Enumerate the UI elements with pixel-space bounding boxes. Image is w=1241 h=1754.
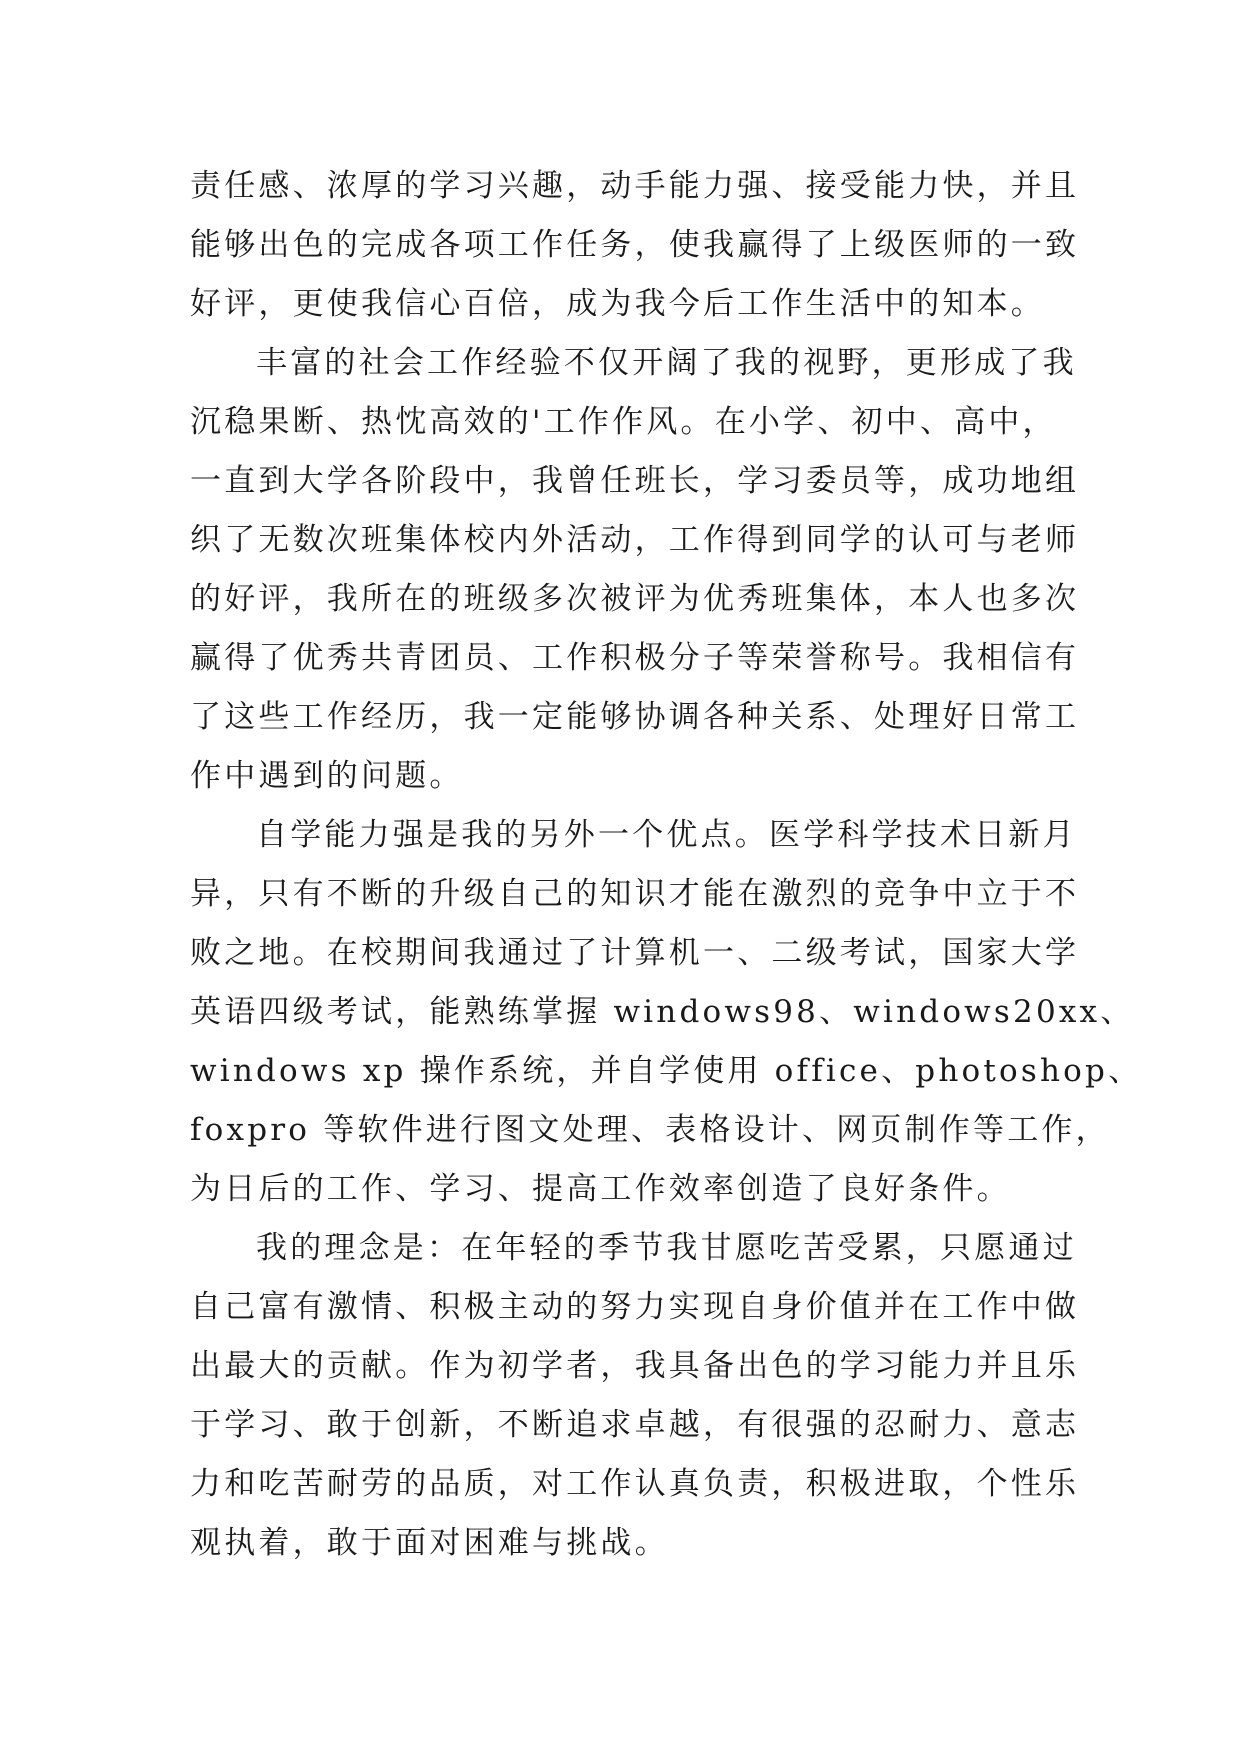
text-line: 好评，更使我信心百倍，成为我今后工作生活中的知本。 [190,286,1045,322]
paragraph-responsibility [190,157,1090,334]
text-line: windows xp 操作系统，并自学使用 office、photoshop、 [190,1053,1143,1089]
text-line: 力和吃苦耐劳的品质，对工作认真负责，积极进取，个性乐 [190,1466,1080,1502]
text-line: 丰富的社会工作经验不仅开阔了我的视野，更形成了我 [256,345,1077,381]
text-line: 赢得了优秀共青团员、工作积极分子等荣誉称号。我相信有 [190,640,1080,676]
text-line: 我的理念是：在年轻的季节我甘愿吃苦受累，只愿通过 [256,1230,1077,1266]
paragraph-self-learning [190,806,1143,1219]
text-line: 异，只有不断的升级自己的知识才能在激烈的竞争中立于不 [190,876,1080,912]
text-line: 出最大的贡献。作为初学者，我具备出色的学习能力并且乐 [190,1348,1080,1384]
text-line: 的好评，我所在的班级多次被评为优秀班集体，本人也多次 [190,581,1080,617]
text-line: 沉稳果断、热忱高效的'工作作风。在小学、初中、高中， [190,404,1057,440]
paragraph-philosophy [190,1219,1090,1573]
text-line: 自己富有激情、积极主动的努力实现自身价值并在工作中做 [190,1289,1080,1325]
text-line: 作中遇到的问题。 [190,758,464,794]
text-line: 英语四级考试，能熟练掌握 windows98、windows20xx、 [190,994,1135,1030]
text-line: 观执着，敢于面对困难与挑战。 [190,1525,669,1561]
text-line: 了这些工作经历，我一定能够协调各种关系、处理好日常工 [190,699,1080,735]
text-line: 于学习、敢于创新，不断追求卓越，有很强的忍耐力、意志 [190,1407,1080,1443]
text-line: 自学能力强是我的另外一个优点。医学科学技术日新月 [256,817,1077,853]
text-line: 织了无数次班集体校内外活动，工作得到同学的认可与老师 [190,522,1080,558]
text-line: 败之地。在校期间我通过了计算机一、二级考试，国家大学 [190,935,1080,971]
text-line: 一直到大学各阶段中，我曾任班长，学习委员等，成功地组 [190,463,1080,499]
document-body [190,157,1143,1573]
text-line: 能够出色的完成各项工作任务，使我赢得了上级医师的一致 [190,227,1080,263]
text-line: 责任感、浓厚的学习兴趣，动手能力强、接受能力快，并且 [190,168,1080,204]
text-line: foxpro 等软件进行图文处理、表格设计、网页制作等工作， [190,1112,1110,1148]
text-line: 为日后的工作、学习、提高工作效率创造了良好条件。 [190,1171,1011,1207]
paragraph-social-experience [190,334,1090,806]
